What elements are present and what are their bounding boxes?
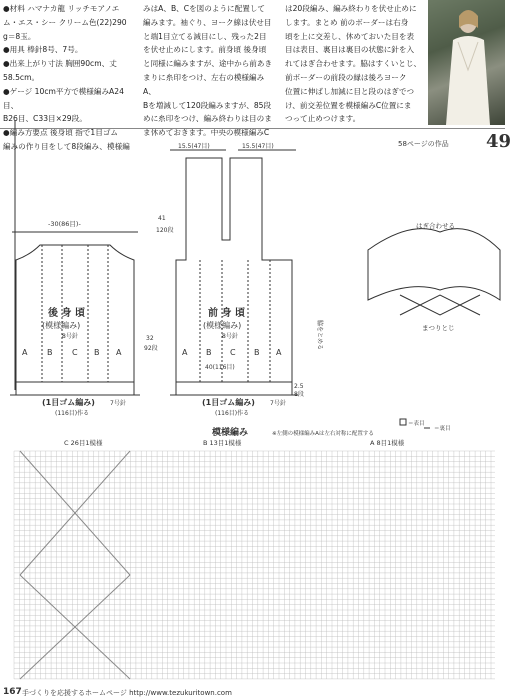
back-col-a: A: [22, 348, 28, 357]
section-c-label: C 26目1模様: [64, 439, 103, 447]
back-top-width: -30(86目)-: [48, 220, 81, 228]
text-line: B26目、C33目×29段。: [3, 114, 87, 124]
rib-length: 2.5: [294, 383, 304, 390]
back-title: 後 身 頃: [48, 308, 85, 319]
side-rows: 92段: [144, 345, 158, 352]
text-line: みはA、B、Cを図のように配置して: [143, 4, 266, 13]
instructions-col-3: [285, 2, 425, 126]
chart-title: 模様編み: [212, 428, 249, 438]
front-title: 前 身 頃: [208, 308, 245, 319]
schematic-diagrams: [0, 140, 505, 425]
strap-top-width: 15.5(47目): [178, 143, 210, 150]
text-line: 頃を上に交差し、休めておいた目を表: [285, 31, 415, 41]
back-rib-label: (1目ゴム編み): [42, 398, 95, 407]
back-hem-width: (116目)作る: [55, 410, 90, 417]
front-center-width: 40(116目): [205, 364, 235, 371]
text-line: g＝8玉。: [3, 31, 36, 41]
text-line: 目は表目、裏目は裏目の状態に針を入: [285, 45, 415, 55]
strap-length: 41: [158, 215, 166, 222]
text-line: します。まとめ 前のボーダーは右身: [285, 17, 409, 27]
text-line: ま休めておきます。中央の模様編みC: [143, 128, 270, 138]
back-col-a2: A: [116, 348, 122, 357]
legend-knit: ＝表目: [408, 421, 425, 427]
front-col-c: C: [230, 348, 236, 357]
text-line: ●出来上がり寸法 胸囲90cm、丈58.5cm。: [3, 59, 117, 82]
text-line: と端1目立てる減目にし、残った2目: [143, 31, 267, 41]
footer-text: 手づくりを応援するホームページ http://www.tezukuritown.com: [22, 689, 232, 697]
back-col-b2: B: [94, 348, 100, 357]
front-hem-width: (116目)作る: [215, 410, 250, 417]
back-col-c: C: [72, 348, 78, 357]
back-rib-needle: 7号針: [110, 400, 126, 407]
assembly-diagram: [368, 229, 500, 315]
text-line: を伏せ止めにします。前身頃 後身頃: [143, 45, 267, 55]
instructions-col-2: [143, 2, 273, 140]
front-rib-needle: 7号針: [270, 400, 286, 407]
chart-note: ※左側の模様編みAは左右対称に配置する: [272, 431, 374, 437]
legend-purl: ＝裏目: [434, 426, 451, 432]
seam-note: 脇をとめる: [316, 320, 323, 351]
side-length: 32: [146, 335, 154, 342]
text-line: ●用具 棒針8号、7号。: [3, 45, 83, 55]
text-line: れてはぎ合わせます。脇はすくいとじ、: [285, 59, 422, 69]
front-col-a2: A: [276, 348, 282, 357]
model-photo: [428, 0, 505, 125]
front-col-b2: B: [254, 348, 260, 357]
chart-grid: [14, 451, 495, 679]
back-subtitle: (模様編み): [42, 321, 81, 330]
rib-rows: 8段: [294, 391, 304, 398]
text-line: めに糸印をつけ、編み終わりは目のま: [143, 114, 272, 124]
text-line: ム・エス・シー クリーム色(22)290: [3, 17, 127, 27]
instructions-col-1: [3, 2, 131, 154]
text-line: ●ゲージ 10cm平方で模様編みA24目、: [3, 86, 124, 110]
front-subtitle: (模様編み): [203, 321, 242, 330]
assembly-tack-label: まつりとじ: [422, 324, 455, 332]
text-line: 前ボーダーの前段の縁は後ろヨーク: [285, 72, 407, 82]
page-reference: 58ページの作品: [398, 140, 449, 148]
text-line: つって止めつけます。: [285, 114, 361, 124]
back-col-b: B: [47, 348, 53, 357]
text-line: 位置に伸ばし加減に目と段のはぎでつ: [285, 86, 415, 96]
front-rib-label: (1目ゴム編み): [202, 398, 255, 407]
front-col-a: A: [182, 348, 188, 357]
section-a-label: A 8目1模様: [370, 439, 405, 447]
page-footer: [0, 687, 505, 699]
section-divider: [0, 128, 505, 129]
front-bodice-diagram: [170, 150, 298, 395]
text-line: け、前交差位置を模様編みC位置にま: [285, 100, 412, 110]
project-number: 49: [486, 131, 511, 152]
text-line: まりに糸印をつけ、左右の模様編みA、: [143, 72, 265, 96]
model-figure-image: [428, 0, 505, 125]
assembly-top-label: はぎ合わせる: [416, 222, 455, 230]
strap-top-width-2: 15.5(47目): [242, 143, 274, 150]
text-line: と同様に編みますが、途中から前あき: [143, 59, 273, 69]
page-number: 167: [3, 687, 22, 697]
text-line: ●編み方要点 後身頃 指で1目ゴム: [3, 128, 119, 138]
text-line: 編みます。袖ぐり、ヨーク線は伏せ目: [143, 17, 272, 27]
strap-rows: 120段: [156, 227, 174, 234]
text-line: ●材料 ハマナカ龍 リッチモアノエ: [3, 4, 120, 13]
front-needle: 8号針: [222, 333, 238, 340]
back-needle: 8号針: [62, 333, 78, 340]
text-line: Bを増減して120段編みますが、85段: [143, 100, 272, 110]
stitch-chart: [0, 421, 505, 687]
text-line: 編みの作り目をして8段編み、模様編: [3, 141, 130, 151]
front-col-b: B: [206, 348, 212, 357]
text-line: は20段編み、編み終わりを伏せ止めに: [285, 4, 417, 13]
section-b-label: B 13目1模様: [203, 439, 242, 447]
